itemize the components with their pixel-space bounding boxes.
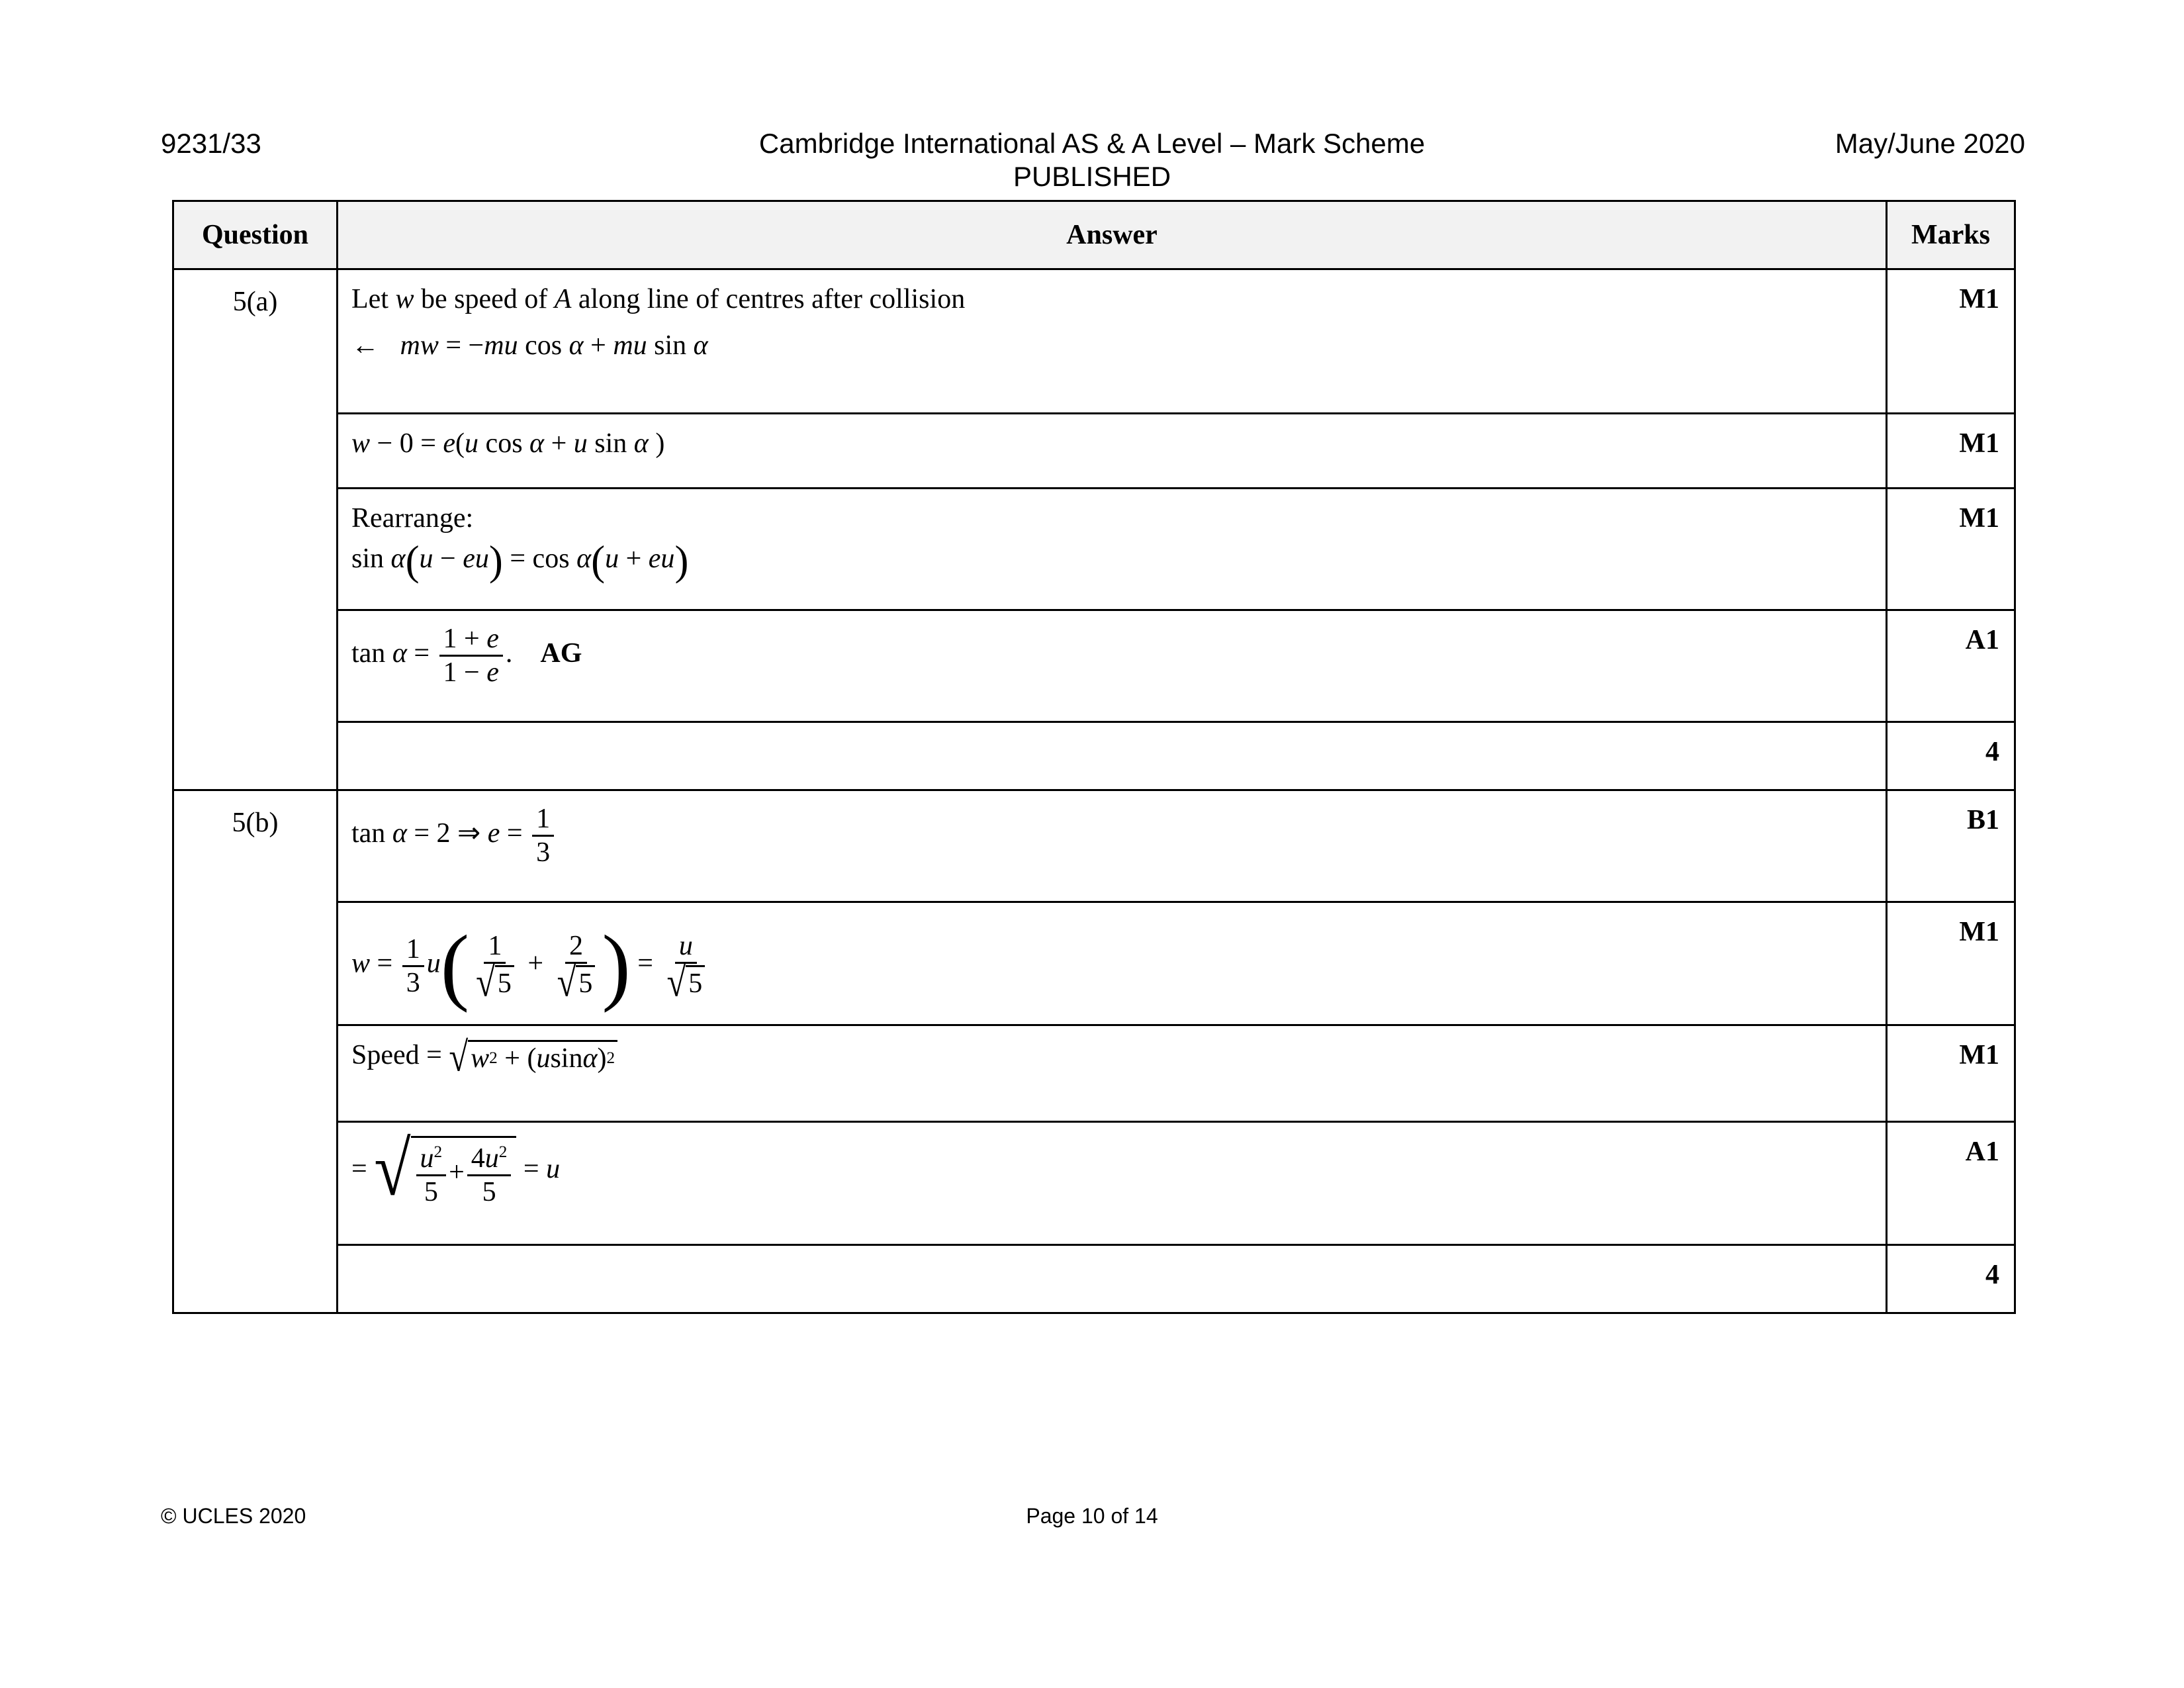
table-row xyxy=(173,1245,2015,1313)
equation-tan-result: tan α = $\frac{1 + e}{1 - e}$ . AG xyxy=(338,610,1887,722)
mark-total: 4 xyxy=(1887,1245,2015,1313)
question-label-5a: 5(a) xyxy=(173,269,338,790)
mark-value: M1 xyxy=(1887,902,2015,1025)
table-row xyxy=(173,269,2015,414)
table-row xyxy=(173,790,2015,902)
left-arrow-icon: ← xyxy=(351,330,379,361)
table-header-row xyxy=(173,201,2015,269)
answer-cell xyxy=(338,489,1887,610)
mark-value: A1 xyxy=(1887,1122,2015,1245)
column-header-marks: Marks xyxy=(1887,201,2015,269)
exam-session: May/June 2020 xyxy=(1835,128,2025,159)
answer-cell xyxy=(338,269,1887,414)
document-subtitle: PUBLISHED xyxy=(1013,161,1171,192)
equation-w-value: w = $\frac{1}{3}$ u( 1 √ 5 + 2 √ 5 ) = u √ 5 xyxy=(338,902,1887,1025)
answer-cell-empty xyxy=(338,722,1887,790)
table-row xyxy=(173,722,2015,790)
answer-cell-empty xyxy=(338,1245,1887,1313)
equation-momentum: ← mw = −mu cos α + mu sin α xyxy=(351,330,708,361)
mark-total: 4 xyxy=(1887,722,2015,790)
equation-speed-result: = √ $\frac{u^2}{5}$ + $\frac{4u^2}{5}$ = u xyxy=(338,1122,1887,1245)
mark-value: B1 xyxy=(1887,790,2015,902)
table-row xyxy=(173,902,2015,1025)
equation-speed: Speed = √ w 2 + ( u sin α ) 2 xyxy=(338,1025,1887,1122)
answer-given-tag: AG xyxy=(540,638,582,669)
mark-scheme-table xyxy=(172,200,2016,1314)
table-row xyxy=(173,610,2015,722)
table-row xyxy=(173,489,2015,610)
answer-text: Rearrange: xyxy=(351,503,474,534)
question-label-5b: 5(b) xyxy=(173,790,338,1313)
mark-value: M1 xyxy=(1887,489,2015,610)
column-header-answer: Answer xyxy=(338,201,1887,269)
equation-restitution: w − 0 = e(u cos α + u sin α ) xyxy=(338,414,1887,489)
mark-value: M1 xyxy=(1887,1025,2015,1122)
mark-value: M1 xyxy=(1887,414,2015,489)
page-number: Page 10 of 14 xyxy=(1026,1504,1158,1528)
equation-rearranged: sin α(u − eu) = cos α(u + eu) xyxy=(351,538,689,584)
equation-e-value: tan α = 2 ⇒ e = $\frac{1}{3}$ xyxy=(338,790,1887,902)
document-title: Cambridge International AS & A Level – Mark Scheme xyxy=(758,128,1426,159)
table-row xyxy=(173,1122,2015,1245)
answer-text: Let w be speed of A along line of centres after collision xyxy=(351,284,966,314)
mark-value: A1 xyxy=(1887,610,2015,722)
table-row xyxy=(173,1025,2015,1122)
mark-value: M1 xyxy=(1887,269,2015,414)
table-row xyxy=(173,414,2015,489)
column-header-question: Question xyxy=(173,201,338,269)
document-code: 9231/33 xyxy=(161,128,261,159)
copyright: © UCLES 2020 xyxy=(161,1504,306,1528)
